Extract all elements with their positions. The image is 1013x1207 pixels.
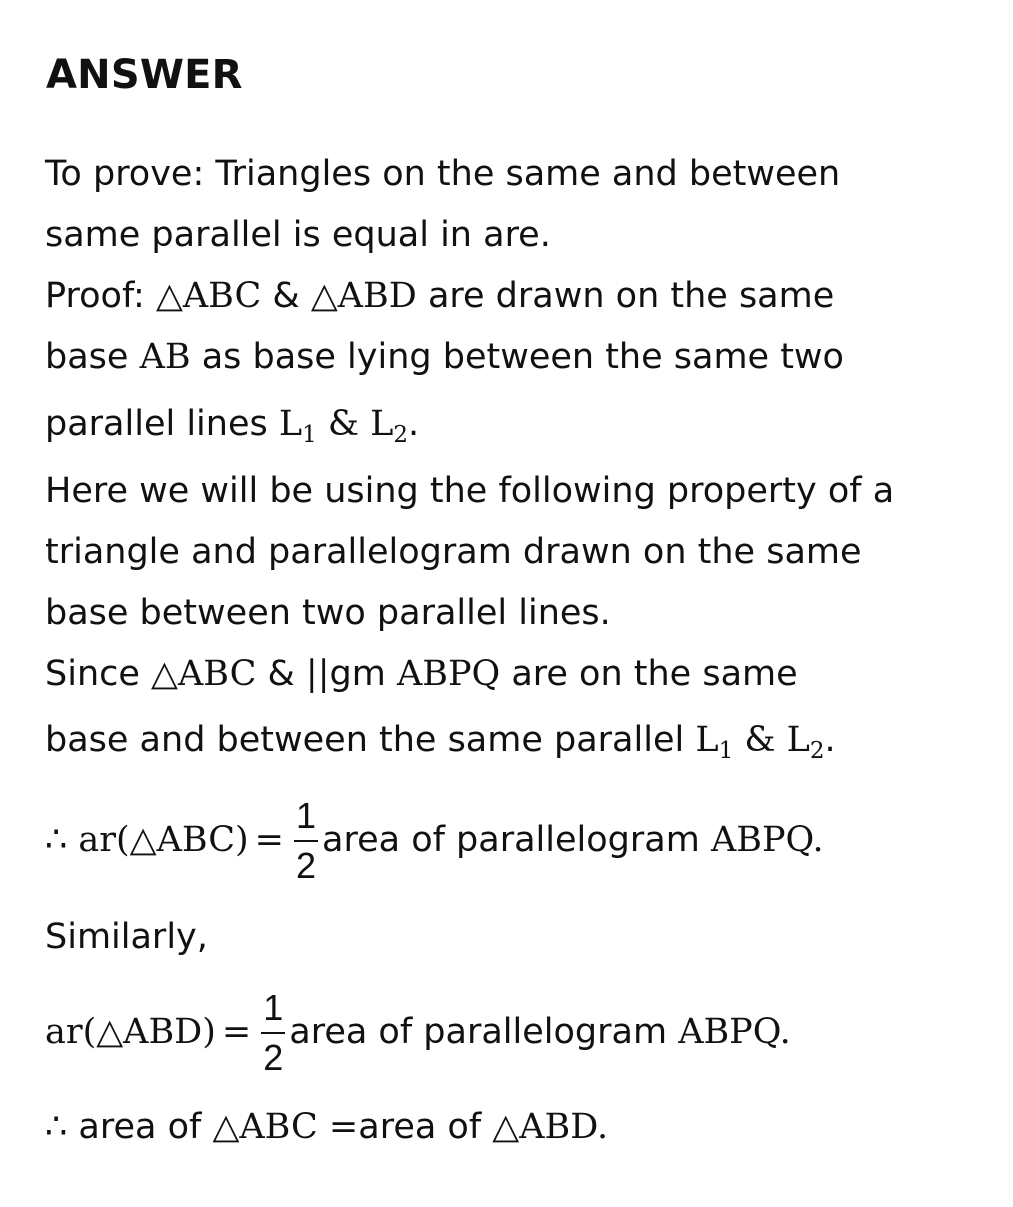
- since-line-1: [45, 652, 798, 696]
- subscript: 1: [718, 738, 734, 764]
- text: .: [408, 404, 420, 444]
- fraction-denominator: 2: [263, 1037, 284, 1078]
- similarly-line: Similarly,: [45, 917, 208, 957]
- text: area of: [358, 1107, 493, 1147]
- fraction-denominator: 2: [295, 845, 317, 886]
- equation-abd: [45, 977, 791, 1087]
- math: △ABC: [151, 654, 257, 694]
- statement-line-1: To prove: Triangles on the same and between: [45, 154, 841, 194]
- property-line-1: Here we will be using the following property of a: [45, 471, 895, 511]
- equals-sign: =: [317, 1107, 359, 1147]
- text: &: [261, 276, 311, 316]
- text: gm: [329, 654, 397, 694]
- math: △ABC: [155, 276, 262, 316]
- since-line-2: [45, 718, 836, 773]
- math: △ABC: [212, 1107, 318, 1147]
- equation-abc: [45, 785, 824, 895]
- proof-line-3: [45, 402, 419, 457]
- subscript: 2: [393, 422, 409, 448]
- math: L: [786, 720, 810, 760]
- math: L: [695, 720, 719, 760]
- text: area of parallelogram: [322, 820, 711, 860]
- text: as base lying between the same two: [190, 337, 844, 377]
- math: ∴ ar(△ABC): [45, 820, 249, 860]
- math: &: [733, 720, 787, 760]
- fraction-numerator: 1: [263, 987, 284, 1028]
- fraction-bar: [294, 840, 318, 842]
- math: L: [370, 404, 394, 444]
- math: ABPQ: [396, 654, 501, 694]
- property-line-3: base between two parallel lines.: [45, 593, 611, 633]
- text: Since: [45, 654, 152, 694]
- subscript: 1: [302, 422, 317, 448]
- math: L: [278, 404, 303, 444]
- proof-line-1: [45, 274, 834, 318]
- fraction-half: [294, 796, 318, 886]
- text: parallel lines: [45, 404, 279, 444]
- text: area of: [67, 1107, 213, 1147]
- equals-sign: =: [221, 1012, 252, 1052]
- text: base: [45, 337, 140, 377]
- math: ABPQ.: [710, 820, 824, 860]
- answer-heading: ANSWER: [46, 52, 243, 98]
- text: base and between the same parallel: [45, 720, 696, 760]
- proof-line-2: [45, 335, 844, 379]
- fraction-numerator: 1: [295, 795, 317, 836]
- text: are on the same: [500, 654, 798, 694]
- statement-line-2: same parallel is equal in are.: [45, 215, 551, 255]
- math: △ABD: [310, 276, 417, 316]
- math: ABPQ.: [678, 1012, 791, 1052]
- subscript: 2: [809, 738, 825, 764]
- math: △ABD.: [492, 1107, 609, 1147]
- text: &: [256, 654, 306, 694]
- fraction-bar: [261, 1032, 285, 1034]
- property-line-2: triangle and parallelogram drawn on the same: [45, 532, 862, 572]
- fraction-half: [261, 988, 285, 1078]
- conclusion-line: [45, 1105, 608, 1149]
- text: Proof:: [45, 276, 156, 316]
- therefore-symbol: ∴: [45, 1107, 68, 1147]
- math: ar(△ABD): [45, 1012, 216, 1052]
- math: AB: [139, 337, 191, 377]
- text: are drawn on the same: [416, 276, 835, 316]
- text: .: [824, 720, 836, 760]
- equals-sign: =: [254, 820, 284, 860]
- math: &: [316, 404, 371, 444]
- text: area of parallelogram: [289, 1012, 679, 1052]
- math: ||: [305, 654, 330, 694]
